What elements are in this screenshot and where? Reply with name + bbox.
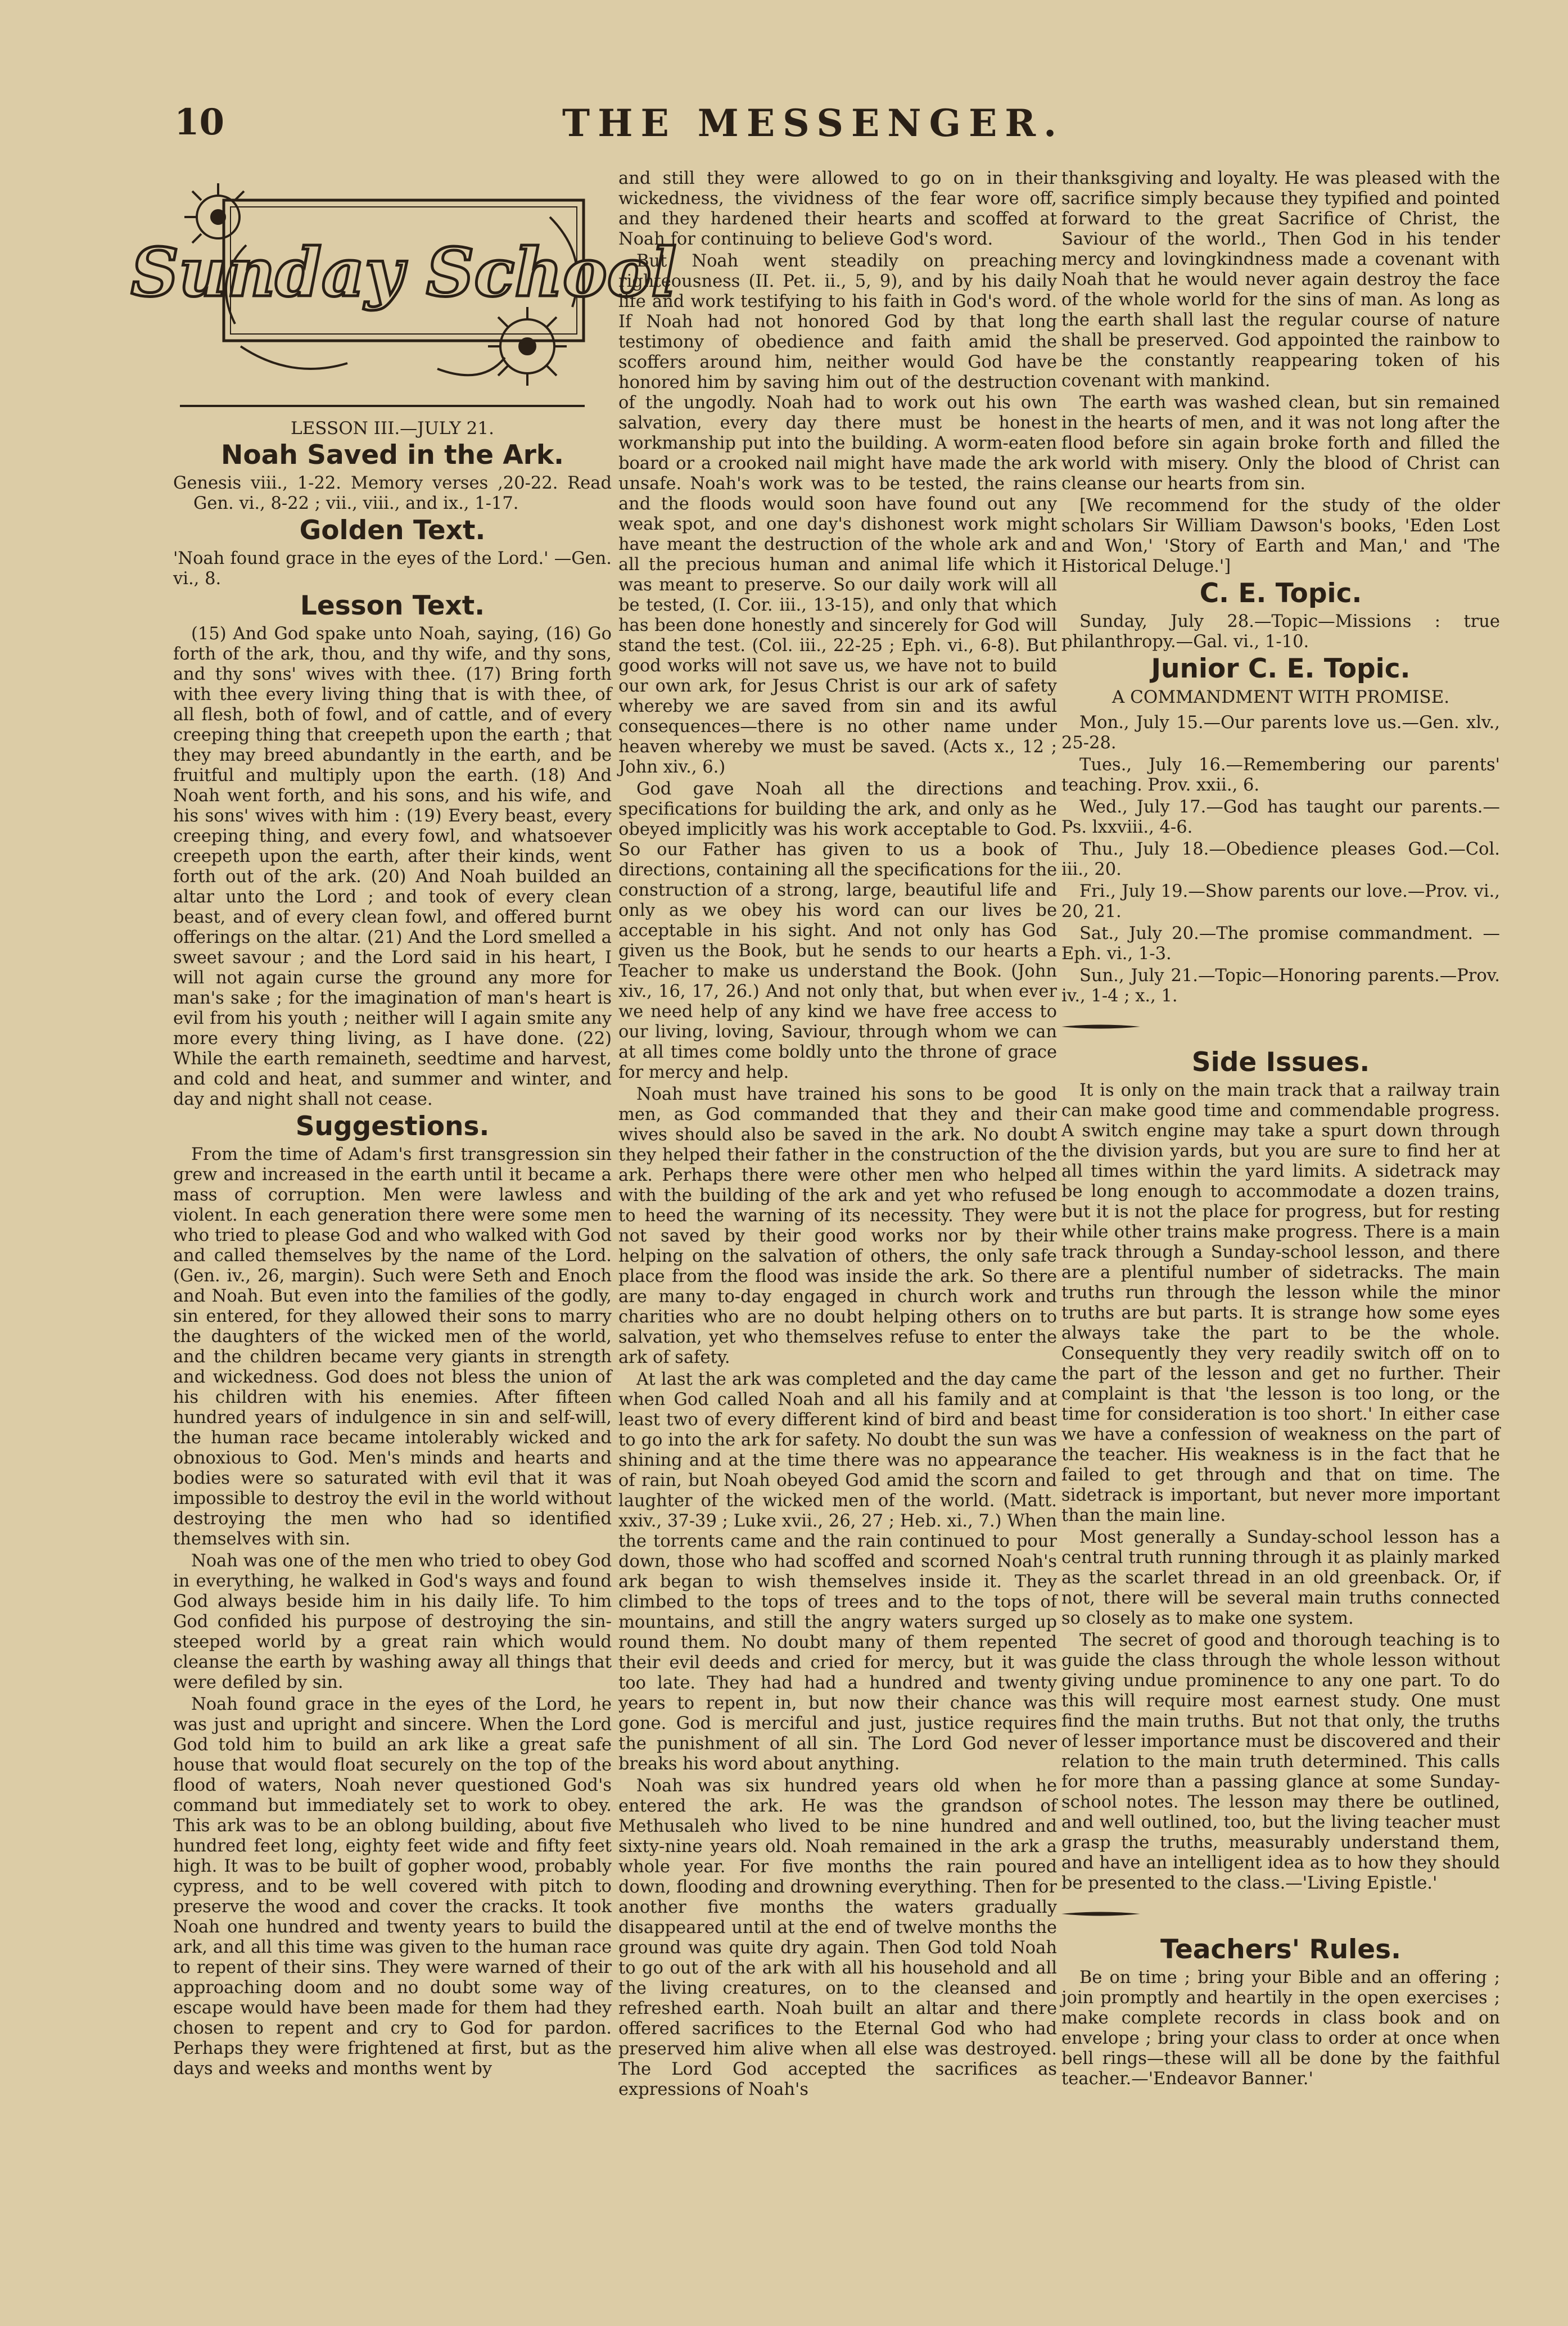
suggestions-paragraph: Noah was one of the men who tried to obey God in everything, he walked in God's ways and found God always beside him in his daily life. To him God confided his purpose of destroying the sin-steeped world by a great rain which would cleanse the earth by washing away all things that were defiled by sin. <box>173 1551 612 1692</box>
suggestions-paragraph: The earth was washed clean, but sin remained in the hearts of men, and it was not long after the flood before sin again broke forth and filled the world with misery. Only the blood of Christ can cleanse our hearts from sin. <box>1061 393 1500 494</box>
lesson-number: LESSON III.—JULY 21. <box>291 418 494 439</box>
suggestions-paragraph: God gave Noah all the directions and specifications for building the ark, and only as he obeyed implicitly was his work acceptable to God. So our Father has given to us a book of directions, containing all the specifications for the construction of a strong, large, beautiful life and only as we obey his word can our lives be acceptable in his sight. And not only has God given us the Book, but he sends to our hearts a Teacher to make us understand the Book. (John xiv., 16, 17, 26.) And not only that, but when ever we need help of any kind we have free access to our living, loving, Saviour, through whom we can at all times come boldly unto the throne of grace for mercy and help. <box>618 779 1057 1082</box>
ce-topic-heading: C. E. Topic. <box>1199 578 1362 609</box>
recommendation-note: [We recommend for the study of the older scholars Sir William Dawson's books, 'Eden Lost and Won,' 'Story of Earth and Man,' and 'The Historical Deluge.'] <box>1061 496 1500 576</box>
sunday-school-emblem-icon <box>130 178 677 391</box>
section-divider-icon <box>1061 1911 1140 1917</box>
masthead-title: THE MESSENGER. <box>562 101 1065 145</box>
suggestions-paragraph: From the time of Adam's first transgression sin grew and increased in the earth until it became a mass of corruption. Men were lawless and violent. In each generation there were some men who tried to please God and who walked with God and called themselves by the name of the Lord. (Gen. iv., 26, margin). Such were Seth and Enoch and Noah. But even into the families of the godly, sin entered, for they allowed their sons to marry the daughters of the wicked men of the world, and the children became very giants in strength and wickedness. God does not bless the union of his children with his enemies. After fifteen hundred years of indulgence in sin and self-will, the human race became intolerably wicked and obnoxious to God. Men's minds and hearts and bodies were so saturated with evil that it was impossible to destroy the evil in the world without destroying the men who had so identified themselves with sin. <box>173 1145 612 1549</box>
lesson-text: (15) And God spake unto Noah, saying, (16) Go forth of the ark, thou, and thy wife, and thy sons, and thy sons' wives with thee. (17) Bring forth with thee every living thing that is with thee, of all flesh, both of fowl, and of cattle, and of every creeping thing that creepeth upon the earth ; that they may breed abundantly in the earth, and be fruitful and multiply upon the earth. (18) And Noah went forth, and his sons, and his wife, and his sons' wives with him : (19) Every beast, every creeping thing, and every fowl, and whatsoever creepeth upon the earth, after their kinds, went forth out of the ark. (20) And Noah builded an altar unto the Lord ; and took of every clean beast, and of every clean fowl, and offered burnt offerings on the altar. (21) And the Lord smelled a sweet savour ; and the Lord said in his heart, I will not again curse the ground any more for man's sake ; for the imagination of man's heart is evil from his youth ; neither will I again smite any more every thing living, as I have done. (22) While the earth remaineth, seedtime and harvest, and cold and heat, and summer and winter, and day and night shall not cease. <box>173 624 612 1109</box>
side-issues-paragraph: The secret of good and thorough teaching is to guide the class through the whole lesson without giving undue prominence to any one part. To do this will require most earnest study. One must find the main truths. But not that only, the truths of lesser importance must be discovered and their relation to the main truth determined. This calls for more than a passing glance at some Sunday-school notes. The lesson may there be outlined, and well outlined, too, but the living teacher must grasp the truths, measurably understand them, and have an intelligent idea as to how they should be presented to the class.—'Living Epistle.' <box>1061 1631 1500 1893</box>
page-header <box>174 101 1456 152</box>
junior-ce-item: Sun., July 21.—Topic—Honoring parents.—Prov. iv., 1-4 ; x., 1. <box>1061 966 1500 1006</box>
logo-lettering: Sunday School <box>130 233 677 311</box>
column-3 <box>1061 169 1500 2091</box>
junior-ce-item: Sat., July 20.—The promise commandment. —Eph. vi., 1-3. <box>1061 924 1500 964</box>
junior-ce-item: Mon., July 15.—Our parents love us.—Gen. xlv., 25-28. <box>1061 713 1500 753</box>
teachers-rules-heading: Teachers' Rules. <box>1160 1934 1401 1965</box>
junior-ce-item: Fri., July 19.—Show parents our love.—Prov. vi., 20, 21. <box>1061 882 1500 922</box>
lesson-text-heading: Lesson Text. <box>300 590 485 621</box>
suggestions-paragraph: and still they were allowed to go on in their wickedness, the vividness of the fear wore off, and they hardened their hearts and scoffed at Noah for continuing to believe God's word. <box>618 169 1057 249</box>
side-issues-paragraph: It is only on the main track that a railway train can make good time and commendable progress. A switch engine may take a spurt down through the division yards, but you are sure to find her at all times within the yard limits. A sidetrack may be long enough to accommodate a dozen trains, but it is not the place for progress, but for resting while other trains make progress. There is a main track through a Sunday-school lesson, and there are a plentiful number of sidetracks. The main truths run through the lesson while the minor truths are but parts. It is strange how some eyes always take the part to be the whole. Consequently they very readily switch off on to the part of the lesson and get no further. Their complaint is that 'the lesson is too long, or the time for consideration is too short.' In either case we have a confession of weakness on the part of the teacher. His weakness is in the fact that he failed to get through and that on time. The sidetrack is important, but never more important than the main line. <box>1061 1081 1500 1525</box>
golden-text-heading: Golden Text. <box>299 515 486 546</box>
junior-ce-item: Thu., July 18.—Obedience pleases God.—Col. iii., 20. <box>1061 839 1500 879</box>
side-issues-paragraph: Most generally a Sunday-school lesson has a central truth running through it as plainly marked as the scarlet thread in an old greenback. Or, if not, there will be several main truths connected so closely as to make one system. <box>1061 1528 1500 1628</box>
side-issues-heading: Side Issues. <box>1191 1047 1370 1078</box>
scripture-reference: Genesis viii., 1-22. Memory verses ,20-22. Read Gen. vi., 8-22 ; vii., viii., and ix., 1-17. <box>173 473 612 513</box>
ce-topic-text: Sunday, July 28.—Topic—Missions : true philanthropy.—Gal. vi., 1-10. <box>1061 612 1500 652</box>
suggestions-paragraph: Noah must have trained his sons to be good men, as God commanded that they and their wives should also be saved in the ark. No doubt they helped their father in the construction of the ark. Perhaps there were other men who helped with the building of the ark and yet who refused to heed the warning of its necessity. They were not saved by their good works nor by their helping on the salvation of others, the only safe place from the flood was inside the ark. So there are many to-day engaged in church work and charities who are no doubt helping others on to salvation, yet who themselves refuse to enter the ark of safety. <box>618 1085 1057 1367</box>
lesson-title: Noah Saved in the Ark. <box>220 440 564 471</box>
sunday-school-logo <box>130 178 677 391</box>
page-number: 10 <box>174 101 225 143</box>
junior-ce-subheading: A COMMANDMENT WITH PROMISE. <box>1111 687 1450 707</box>
section-divider-icon <box>1061 1024 1140 1029</box>
suggestions-paragraph: Noah was six hundred years old when he entered the ark. He was the grandson of Methusaleh who lived to be nine hundred and sixty-nine years old. Noah remained in the ark a whole year. For five months the rain poured down, flooding and drowning everything. Then for another five months the waters gradually disappeared until at the end of twelve months the ground was quite dry again. Then God told Noah to go out of the ark with all his household and all the living creatures, on to the cleansed and refreshed earth. Noah built an altar and there offered sacrifices to the Eternal God who had preserved him alive when all else was destroyed. The Lord God accepted the sacrifices as expressions of Noah's <box>618 1776 1057 2099</box>
teachers-rules-text: Be on time ; bring your Bible and an offering ; join promptly and heartily in the open exercises ; make complete records in class book and on envelope ; bring your class to order at once when bell rings—these will all be done by the faithful teacher.—'Endeavor Banner.' <box>1061 1968 1500 2089</box>
column-2 <box>618 169 1057 2102</box>
junior-ce-item: Tues., July 16.—Remembering our parents' teaching. Prov. xxii., 6. <box>1061 755 1500 795</box>
suggestions-paragraph: thanksgiving and loyalty. He was pleased with the sacrifice simply because they typified and pointed forward to the great Sacrifice of Christ, the Saviour of the world., Then God in his tender mercy and lovingkindness made a covenant with Noah that he would never again destroy the face of the whole world for the sins of man. As long as the earth shall last the regular course of nature shall be preserved. God appointed the rainbow to be the constantly reappearing token of his covenant with mankind. <box>1061 169 1500 391</box>
junior-ce-topic-heading: Junior C. E. Topic. <box>1151 653 1411 684</box>
suggestions-paragraph: Noah found grace in the eyes of the Lord, he was just and upright and sincere. When the Lord God told him to build an ark like a great safe house that would float securely on the top of the flood of waters, Noah never questioned God's command but immediately set to work to obey. This ark was to be an oblong building, about five hundred feet long, eighty feet wide and fifty feet high. It was to be built of gopher wood, probably cypress, and to be well covered with pitch to preserve the wood and cover the cracks. It took Noah one hundred and twenty years to build the ark, and all this time was given to the human race to repent of their sins. They were warned of their approaching doom and no doubt some way of escape would have been made for them had they chosen to repent and cry to God for pardon. Perhaps they were frightened at first, but as the days and weeks and months went by <box>173 1695 612 2079</box>
suggestions-heading: Suggestions. <box>295 1111 490 1142</box>
junior-ce-item: Wed., July 17.—God has taught our parents.—Ps. lxxviii., 4-6. <box>1061 797 1500 837</box>
golden-text: 'Noah found grace in the eyes of the Lord.' —Gen. vi., 8. <box>173 549 612 589</box>
suggestions-paragraph: At last the ark was completed and the day came when God called Noah and all his family and at least two of every different kind of bird and beast to go into the ark for safety. No doubt the sun was shining and at the time there was no appearance of rain, but Noah obeyed God amid the scorn and laughter of the wicked men of the world. (Matt. xxiv., 37-39 ; Luke xvii., 26, 27 ; Heb. xi., 7.) When the torrents came and the rain continued to pour down, those who had scoffed and scorned Noah's ark began to wish themselves inside it. They climbed to the tops of trees and to the tops of mountains, and still the angry waters surged up round them. No doubt many of them repented their evil deeds and cried for mercy, but it was too late. They had had a hundred and twenty years to repent in, but now their chance was gone. God is merciful and just, justice requires the punishment of all sin. The Lord God never breaks his word about anything. <box>618 1370 1057 1774</box>
column-1 <box>130 169 677 2081</box>
logo-rule <box>180 405 585 407</box>
suggestions-paragraph: But Noah went steadily on preaching righteousness (II. Pet. ii., 5, 9), and by his daily life and work testifying to his faith in God's word. If Noah had not honored God by that long testimony of obedience and faith amid the scoffers around him, neither would God have honored him by saving him out of the destruction of the ungodly. Noah had to work out his own salvation, every day there must be honest workmanship put into the building. A worm-eaten board or a crooked nail might have made the ark unsafe. Noah's work was to be tested, the rains and the floods would soon have found out any weak spot, and one day's dishonest work might have meant the destruction of the whole ark and all the precious human and animal life which it was meant to preserve. So our daily work will all be tested, (I. Cor. iii., 13-15), and only that which has been done honestly and sincerely for God will stand the test. (Col. iii., 22-25 ; Eph. vi., 6-8). But good works will not save us, we have not to build our own ark, for Jesus Christ is our ark of safety whereby we are saved from sin and its awful consequences—there is no other name under heaven whereby we must be saved. (Acts x., 12 ; John xiv., 6.) <box>618 251 1057 777</box>
